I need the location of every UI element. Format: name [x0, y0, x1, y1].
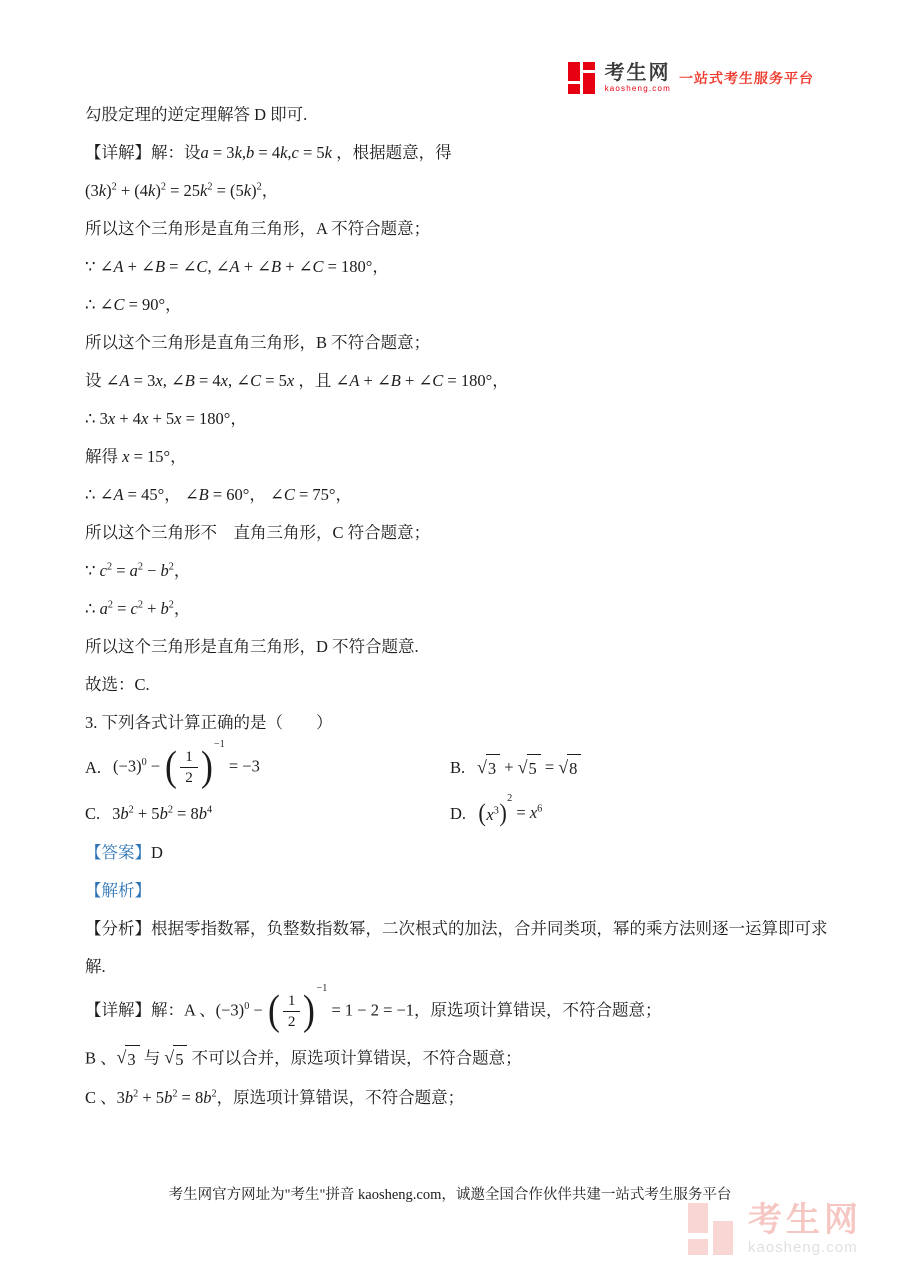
- superscript: 4: [206, 804, 213, 816]
- watermark-text-column: [748, 1203, 862, 1255]
- math-variable: a: [200, 143, 209, 162]
- math-variable: b: [164, 1087, 173, 1107]
- math-variable: A: [119, 371, 130, 390]
- text-run: 所以这个三角形不 直角三角形，C 符合题意；: [85, 523, 431, 542]
- watermark-brand-name: 考生网: [748, 1201, 862, 1239]
- text-run: −: [249, 1000, 267, 1020]
- text-run: ，: [261, 181, 279, 200]
- math-variable: B: [390, 371, 401, 390]
- text-run: (3: [85, 181, 99, 200]
- math-variable: x: [141, 409, 149, 428]
- paragraph-line: [85, 916, 847, 941]
- math-variable: x: [220, 371, 228, 390]
- text-run: , ∠: [228, 371, 251, 390]
- options-row: [85, 739, 847, 790]
- text-run: + ∠: [281, 257, 313, 276]
- option-expression: [478, 793, 543, 828]
- math-variable: C: [432, 371, 444, 390]
- math-variable: b: [120, 804, 129, 824]
- paragraph-line: [85, 954, 847, 979]
- math-variable: b: [198, 804, 207, 824]
- options-row: [85, 793, 847, 828]
- option-expression: [477, 754, 581, 781]
- superscript: 2: [133, 1088, 139, 1100]
- paragraph-line: [85, 216, 847, 241]
- sqrt-expression: [558, 754, 581, 781]
- text-run: = ∠: [165, 257, 197, 276]
- watermark-logo: [688, 1203, 862, 1255]
- text-run: =: [112, 599, 131, 618]
- math-variable: x: [122, 447, 130, 466]
- paragraph-line: [85, 710, 847, 735]
- math-variable: x: [286, 371, 295, 390]
- option-label: A.: [85, 758, 102, 778]
- fraction: [283, 992, 301, 1031]
- text-run: = 45°， ∠: [123, 485, 199, 504]
- text-run: =: [112, 561, 130, 580]
- sqrt-expression: [164, 1045, 187, 1072]
- text-run: + ∠: [400, 371, 433, 390]
- paragraph-line: [85, 558, 847, 583]
- radical-sign: √: [517, 756, 528, 777]
- text-run: = 60°， ∠: [208, 485, 284, 504]
- text-run: = 75°，: [294, 485, 353, 504]
- math-variable: c: [130, 599, 138, 618]
- math-variable: b: [246, 143, 255, 162]
- radicand: 8: [567, 754, 581, 781]
- text-run: 解得: [85, 447, 123, 466]
- text-run: −: [142, 561, 161, 580]
- text-run: ，: [173, 599, 191, 618]
- paragraph-line: [85, 520, 847, 545]
- math-variable: B: [271, 257, 282, 276]
- fraction-numerator: 1: [283, 992, 301, 1012]
- text-run: B 、: [85, 1048, 117, 1068]
- superscript: 2: [172, 1088, 178, 1100]
- paragraph-line: [85, 634, 847, 659]
- text-run: ): [106, 181, 112, 200]
- math-variable: k: [148, 181, 156, 200]
- text-run: +: [500, 757, 518, 777]
- math-variable: k: [98, 181, 107, 200]
- superscript: 2: [107, 599, 113, 611]
- math-variable: k: [243, 181, 252, 200]
- sqrt-expression: [117, 1045, 140, 1072]
- radical-sign: √: [164, 1047, 175, 1068]
- text-run: , ∠: [207, 257, 230, 276]
- math-variable: B: [198, 485, 209, 504]
- superscript: 2: [160, 181, 166, 193]
- paren-group: ( $\frac{1}{2}$ ) −1: [267, 983, 328, 1034]
- radicand: 5: [527, 754, 541, 781]
- text-run: ∵: [85, 561, 100, 580]
- paragraph-line: [85, 406, 847, 431]
- text-run: ∴ 3: [85, 409, 108, 428]
- paragraph-line: [85, 102, 847, 127]
- option-expression: [112, 801, 212, 826]
- page-footer-text: 考生网官方网址为"考生"拼音 kaosheng.com，诚邀全国合作伙伴共建一站式考生服务平台: [168, 1187, 732, 1203]
- superscript: 2: [167, 804, 173, 816]
- option-C: [85, 801, 450, 826]
- math-variable: B: [154, 257, 166, 276]
- text-run: + ∠: [123, 257, 155, 276]
- fraction-numerator: 1: [180, 748, 198, 768]
- open-paren: (: [165, 743, 178, 790]
- text-run: = 25: [165, 181, 200, 200]
- document-content: [85, 102, 847, 1123]
- paragraph-line: [85, 140, 847, 165]
- math-variable: x: [529, 803, 538, 823]
- text-run: = 8: [177, 1087, 204, 1107]
- text-run: = 8: [172, 804, 199, 824]
- paren-group: ( $x^3$ ) 2: [478, 793, 513, 828]
- math-variable: C: [283, 485, 295, 504]
- kaosheng-watermark-icon: [688, 1203, 740, 1255]
- brand-domain: kaosheng.com: [604, 84, 671, 93]
- math-variable: c: [291, 143, 299, 162]
- text-run: 【详解】解：设: [85, 143, 201, 162]
- radical-sign: √: [477, 756, 487, 777]
- superscript: 0: [244, 1001, 250, 1013]
- text-run: =: [540, 757, 559, 777]
- superscript: 2: [137, 561, 143, 573]
- option-label: C.: [85, 804, 101, 824]
- close-paren: ): [499, 800, 507, 828]
- superscript: 2: [256, 181, 262, 193]
- math-variable: k: [200, 181, 208, 200]
- text-run: D: [151, 843, 163, 863]
- text-run: , ∠: [162, 371, 185, 390]
- radical-sign: √: [558, 756, 569, 777]
- open-paren: (: [478, 800, 486, 828]
- option-B: [450, 754, 581, 781]
- text-run: ∴ ∠: [85, 485, 114, 504]
- text-run: + 5: [138, 1087, 165, 1107]
- text-run: = 3: [208, 143, 235, 162]
- paragraph-line: [85, 482, 847, 507]
- text-run: 【分析】根据零指数幂，负整数指数幂，二次根式的加法，合并同类项，幂的乘方法则逐一运算即可求: [85, 919, 828, 939]
- paren-group-inner: [281, 992, 303, 1031]
- math-variable: k: [280, 143, 288, 162]
- text-run: = (5: [212, 181, 244, 200]
- fraction-denominator: 2: [287, 1013, 296, 1031]
- fraction: [180, 748, 198, 787]
- text-run: = 5: [261, 371, 287, 390]
- paragraph-line: [85, 1045, 847, 1072]
- text-run: (−3): [113, 756, 142, 776]
- superscript: 2: [168, 561, 174, 573]
- option-A: [85, 739, 450, 790]
- text-run: −: [146, 756, 165, 776]
- text-run: = 15°，: [129, 447, 187, 466]
- text-run: ，且 ∠: [294, 371, 350, 390]
- text-run: ∴ ∠: [85, 295, 114, 314]
- math-variable: A: [113, 485, 124, 504]
- math-variable: b: [124, 1087, 134, 1107]
- fraction-denominator: 2: [185, 769, 193, 787]
- text-run: ，根据题意，得: [332, 143, 452, 162]
- close-paren: ): [200, 743, 213, 790]
- text-run: 勾股定理的逆定理解答 D 即可.: [85, 105, 308, 124]
- sqrt-expression: [477, 754, 500, 781]
- text-run: +: [142, 599, 161, 618]
- math-variable: k: [234, 143, 242, 162]
- superscript: 6: [537, 803, 543, 815]
- text-run: + 4: [115, 409, 142, 428]
- superscript: 2: [207, 181, 213, 193]
- label-bracket: 【解析】: [85, 881, 151, 901]
- paragraph-line: [85, 292, 847, 317]
- label-bracket: 【答案】: [85, 843, 151, 863]
- text-run: ∵ ∠: [85, 257, 114, 276]
- math-variable: b: [203, 1087, 212, 1107]
- text-run: ∴: [85, 599, 100, 618]
- paragraph-line: [85, 596, 847, 621]
- text-run: + 5: [148, 409, 175, 428]
- text-run: ,: [241, 143, 247, 162]
- paragraph-line: [85, 254, 847, 279]
- text-run: 所以这个三角形是直角三角形，D 不符合题意.: [85, 637, 419, 656]
- text-run: ): [251, 181, 257, 200]
- paragraph-line: [85, 444, 847, 469]
- text-run: = 180°，: [443, 371, 509, 390]
- kaosheng-logo-icon: [568, 62, 600, 94]
- text-run: = 90°，: [124, 295, 182, 314]
- text-run: + (4: [116, 181, 148, 200]
- superscript: 2: [111, 181, 117, 193]
- math-variable: b: [160, 561, 169, 580]
- math-variable: B: [184, 371, 195, 390]
- paragraph-line: [85, 368, 847, 393]
- text-run: = 4: [194, 371, 221, 390]
- text-run: 故选：C.: [85, 675, 150, 694]
- math-variable: b: [159, 804, 168, 824]
- paragraph-line: [85, 330, 847, 355]
- text-run: ，原选项计算错误，不符合题意；: [216, 1087, 465, 1107]
- logo-text-column: [605, 63, 671, 93]
- text-run: ,: [287, 143, 292, 162]
- math-variable: A: [229, 257, 240, 276]
- math-variable: b: [160, 599, 169, 618]
- option-label: B.: [450, 758, 466, 778]
- text-run: 3: [112, 804, 121, 824]
- close-paren: ): [303, 987, 316, 1034]
- option-expression: [113, 739, 260, 790]
- watermark-brand-domain: kaosheng.com: [748, 1239, 858, 1256]
- superscript: 2: [168, 599, 174, 611]
- math-variable: A: [113, 257, 124, 276]
- paren-group-inner: [486, 802, 498, 827]
- brand-slogan: 一站式考生服务平台: [678, 70, 815, 86]
- text-run: 解.: [85, 957, 106, 977]
- text-run: ，: [173, 561, 191, 580]
- text-run: + ∠: [239, 257, 271, 276]
- text-run: C 、3: [85, 1087, 125, 1107]
- radicand: 3: [125, 1045, 139, 1072]
- text-run: = 180°，: [323, 257, 389, 276]
- open-paren: (: [267, 987, 280, 1034]
- text-run: 所以这个三角形是直角三角形，B 不符合题意；: [85, 333, 431, 352]
- radical-sign: √: [116, 1047, 127, 1068]
- math-variable: C: [312, 257, 324, 276]
- paragraph-line: [85, 878, 847, 903]
- text-run: 3. 下列各式计算正确的是（ ）: [85, 713, 333, 732]
- math-variable: C: [196, 257, 208, 276]
- paragraph-line: [85, 983, 847, 1034]
- superscript: 0: [141, 757, 147, 768]
- text-run: = 5: [298, 143, 325, 162]
- paragraph-line: [85, 1085, 847, 1110]
- text-run: 与: [139, 1048, 165, 1068]
- superscript: 2: [106, 561, 113, 573]
- math-variable: c: [99, 561, 107, 580]
- text-run: =: [512, 803, 530, 823]
- math-variable: x: [107, 409, 116, 428]
- math-variable: x: [486, 805, 494, 825]
- text-run: 不可以合并，原选项计算错误，不符合题意；: [187, 1048, 522, 1068]
- text-run: = 3: [129, 371, 156, 390]
- math-variable: k: [324, 143, 332, 162]
- text-run: = 4: [254, 143, 281, 162]
- text-run: = 1 − 2 = −1，原选项计算错误，不符合题意；: [327, 1000, 662, 1020]
- radicand: 5: [173, 1045, 187, 1072]
- math-variable: x: [155, 371, 163, 390]
- site-logo: [568, 62, 814, 94]
- text-run: = −3: [224, 756, 260, 776]
- math-variable: a: [129, 561, 138, 580]
- superscript: 2: [137, 599, 143, 611]
- sqrt-expression: [518, 754, 541, 781]
- text-run: ): [155, 181, 161, 200]
- text-run: + ∠: [359, 371, 391, 390]
- paragraph-line: [85, 672, 847, 697]
- option-label: D.: [450, 804, 467, 824]
- text-run: 所以这个三角形是直角三角形，A 不符合题意；: [85, 219, 431, 238]
- superscript: 2: [128, 804, 134, 816]
- math-variable: C: [113, 295, 125, 314]
- paren-group: ( $\frac{1}{2}$ ) −1: [165, 739, 225, 790]
- math-variable: x: [174, 409, 182, 428]
- math-variable: C: [250, 371, 262, 390]
- paren-group-inner: [178, 748, 200, 787]
- superscript: 2: [211, 1088, 217, 1100]
- brand-name: 考生网: [604, 62, 671, 84]
- option-D: [450, 793, 543, 828]
- text-run: + 5: [133, 804, 160, 824]
- text-run: 【详解】解：A 、(−3): [85, 1000, 245, 1020]
- text-run: 设 ∠: [85, 371, 120, 390]
- math-variable: a: [99, 599, 108, 618]
- paragraph-line: [85, 178, 847, 203]
- text-run: = 180°，: [181, 409, 247, 428]
- math-variable: A: [349, 371, 360, 390]
- radicand: 3: [486, 754, 500, 781]
- paragraph-line: [85, 840, 847, 865]
- superscript: 3: [493, 805, 499, 817]
